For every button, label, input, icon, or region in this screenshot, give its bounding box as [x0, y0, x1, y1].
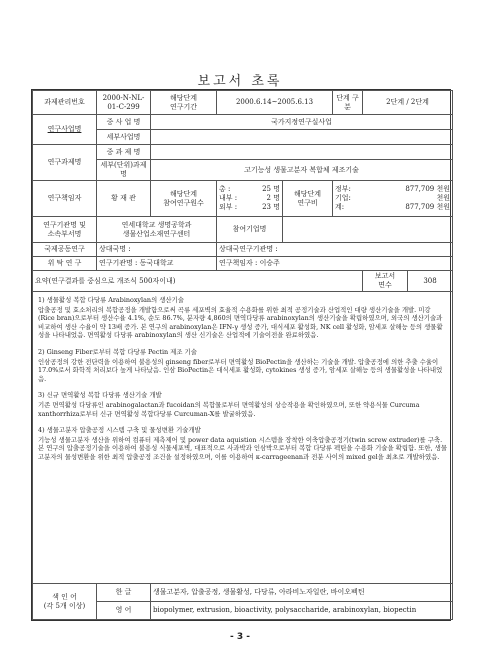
company-label: 참여기업명	[217, 217, 283, 243]
researcher-label: 연구책임자	[33, 181, 97, 217]
outsourced-label: 위 탁 연 구	[33, 257, 97, 271]
mid-task-value	[151, 145, 453, 160]
researcher-name: 황 재 관	[97, 181, 151, 217]
detail-task-label: 세부(단위)과제명	[97, 160, 151, 181]
keywords-en-label: 영 어	[97, 602, 151, 620]
mid-task-label: 중 과 제 명	[97, 145, 151, 160]
management-number-value: 2000-N-NL-01-C-299	[97, 91, 151, 115]
detail-project-label: 세부사업명	[97, 130, 151, 145]
period-label: 해당단계 연구기간	[151, 91, 217, 115]
org-value: 연세대학교 생명공학과 생물산업소재연구센터	[97, 217, 217, 243]
management-number-label: 과제관리번호	[33, 91, 97, 115]
summary-section: 2) Ginseng Fiber로부터 복합 다당류 Pectin 제조 기술 인삼공정의 강한 전단력을 이용하여 불용성의 ginseng fiber로부터 면역활성 BioPectin을 생산하는 기술을 개발. 압출공정에 의한 추출 수율이 17.0%로서 화학적 처리보다 높게 나타났음. 인삼 BioPectin은 대식세포 활성화, cytokines 생성 증가, 암세포 살해능 등의 생물활성을 나타내었음.	[38, 347, 443, 383]
keywords-label: 색 인 어 (각 5개 이상)	[33, 584, 97, 620]
summary-section: 4) 생물고분자 압출공정 시스템 구축 및 물성변환 기술개발 기능성 생물고분자 생산을 위하여 컴퓨터 제측제어 및 power data aquistion 시스템을 장착한 이축압출공정기(twin screw extruder)를 구축. 본 연구의 압출공정기술을 이용하여 불용성 식물세포벽, 대표적으로 사과박과 인삼박으로부터 복합 다당류 펙틴을 수용화 기술을 확립함. 또한, 생물고분자의 물성변환을 위한 최적 압출공정 조건을 설정하였으며, 이를 이용하여 κ-carrageenan과 전분 사이의 mixed gel을 최초로 개발하였음.	[38, 426, 447, 461]
keywords-en: biopolymer, extrusion, bioactivity, polysaccharide, arabinoxylan, biopectin	[151, 602, 453, 620]
period-value: 2000.6.14~2005.6.13	[217, 91, 333, 115]
org-label: 연구기관명 및 소속부서명	[33, 217, 97, 243]
stage-label: 단계 구분	[333, 91, 363, 115]
page-title: 보고서 초록	[197, 74, 283, 89]
budget-values: 정부: 877,709 천원 기업: 천원 계: 877,709 천원	[333, 181, 453, 217]
staff-count-label: 해당단계 참여연구원수	[151, 181, 217, 217]
detail-task-value: 고기능성 생물고분자 복합체 제조기술	[151, 160, 453, 181]
outsourced-leader: 연구책임자 : 이승주	[217, 257, 453, 271]
keywords-ko: 생물고분자, 압출공정, 생물활성, 다당류, 아라비노자일란, 바이오펙틴	[151, 584, 453, 602]
summary-section: 3) 신규 면역활성 복합 다당류 생산기술 개발 기존 면역활성 다당류인 arabinogalactan과 fucoidan의 복합물로부터 면역활성의 상승작용을 확인하였으며, 또한 약용식물 Curcuma xanthorrhiza로부터 신규 면역활성 복합다당류 Curcuman-X를 발굴하였음.	[38, 391, 420, 418]
pages-value: 308	[408, 271, 453, 292]
intl-partner: 상대국명 :	[97, 243, 217, 257]
page-number: - 3 -	[230, 632, 250, 642]
summary-section: 1) 생물활성 복합 다당류 Arabinoxylan의 생산기술 압출공정 및 효소처리의 복합공정을 개발함으로써 곡류 세포벽의 효율적 수용화를 위한 최적 공정기술과 산업적인 대량 생산기술을 개발. 미강(Rice bran)으로부터 생산수율 4.1%, 순도 86.7%, 분자량 4,860의 면역다당류 arabinoxylan의 생산기술을 확립하였으며, 외국의 생산기술과 비교하여 생산 수율이 약 13배 증가. 본 연구의 arabinoxylan은 IFN-γ 생성 증가, 대식세포 활성화, NK cell 활성화, 암세포 살해능 등의 생물활성을 나타내었음. 면역활성 다당류 arabinoxylan의 생산 신기술은 산업적에 기술이전을 완료하였음.	[38, 296, 443, 340]
detail-project-value	[151, 130, 453, 145]
task-label: 연구과제명	[33, 145, 97, 181]
intl-org: 상대국연구기관명 :	[217, 243, 453, 257]
project-label: 연구사업명	[33, 115, 97, 145]
pages-label: 보고서 면수	[363, 271, 408, 292]
summary-label: 요약(연구결과를 중심으로 개조식 500자이내)	[33, 271, 363, 292]
keywords-ko-label: 한 글	[97, 584, 151, 602]
company-value	[283, 217, 453, 243]
outsourced-org: 연구기관명 : 동국대학교	[97, 257, 217, 271]
budget-label: 해당단계 연구비	[283, 181, 333, 217]
mid-project-label: 중 사 업 명	[97, 115, 151, 130]
stage-value: 2단계 / 2단계	[363, 91, 453, 115]
summary-body	[33, 292, 453, 584]
intl-label: 국제공동연구	[33, 243, 97, 257]
mid-project-value: 국가지정연구실사업	[151, 115, 453, 130]
report-abstract-form	[31, 89, 451, 621]
staff-counts: 총 : 25 명 내부 : 2 명 외부 : 23 명	[217, 181, 283, 217]
